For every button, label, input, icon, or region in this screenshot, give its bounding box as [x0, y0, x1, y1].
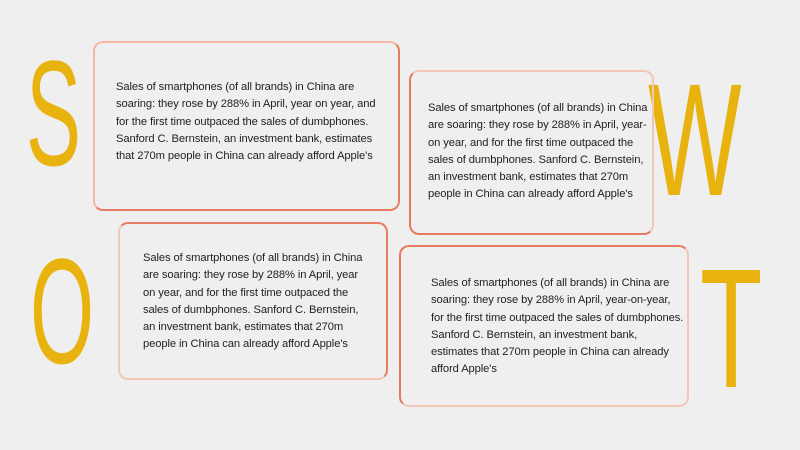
strengths-letter: S [26, 29, 82, 197]
weaknesses-text: Sales of smartphones (of all brands) in China are soaring: they rose by 288% in April, year-on year, and for the first time outpaced the sales of dumbphones. Sanford C. Bernstein, an investment bank, estimates that 270m people in China can already afford Apple's [428, 102, 648, 201]
opportunities-letter: O [30, 227, 95, 395]
threats-letter: T [700, 234, 763, 424]
opportunities-text: Sales of smartphones (of all brands) in China are soaring: they rose by 288% in April, year on year, and for the first time outpaced the sales of dumbphones. Sanford C. Bernstein, an investment bank, estimates that 270m people in China can already afford Apple's [143, 252, 363, 351]
strengths-text: Sales of smartphones (of all brands) in China are soaring: they rose by 288% in April, year on year, and for the first time outpaced the sales of dumbphones. Sanford C. Bernstein, an investment bank, estimates that 270m people in China can already afford Apple's [116, 81, 376, 163]
weaknesses-letter: W [648, 50, 742, 229]
threats-text: Sales of smartphones (of all brands) in China are soaring: they rose by 288% in April, year-on-year, for the first time outpaced the sales of dumbphones. Sanford C. Bernstein, an investment bank, estimates that 270m people in China can already afford Apple's [431, 277, 684, 376]
